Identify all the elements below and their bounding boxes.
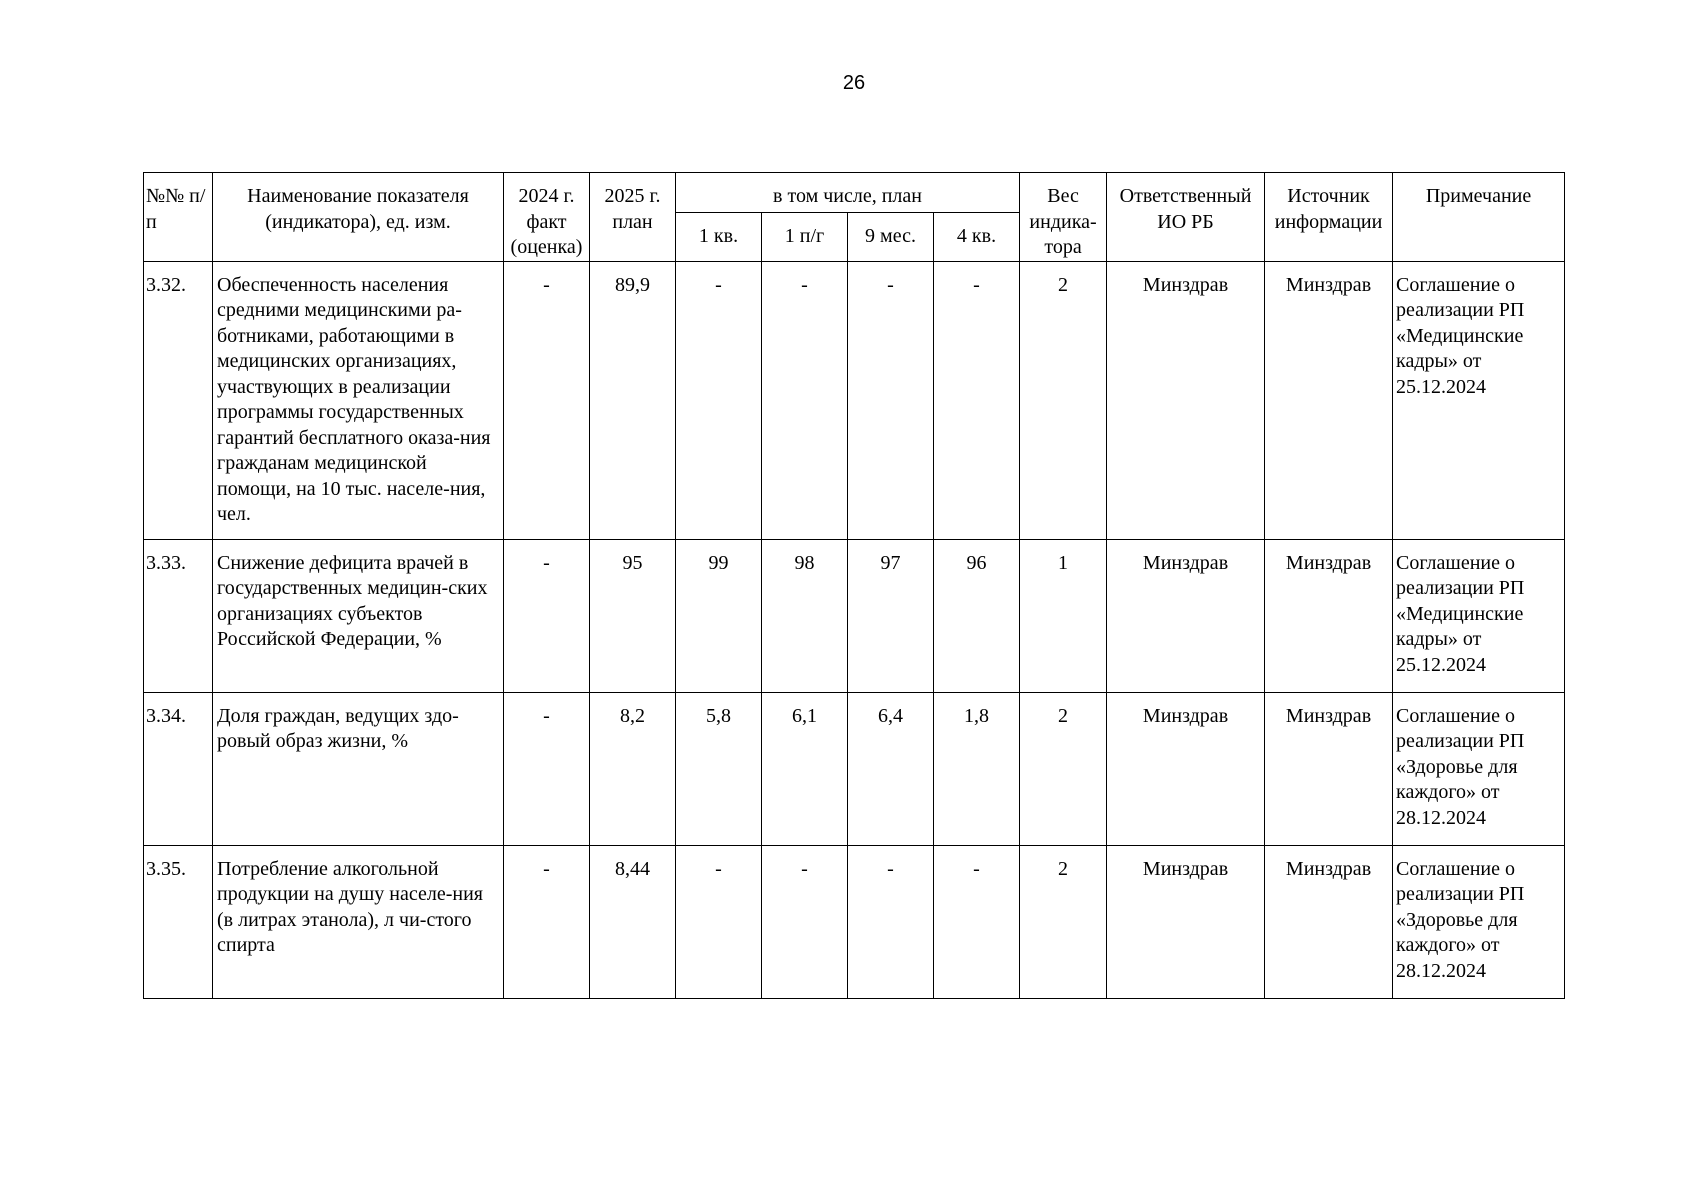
row-plan-2025: 8,2 — [590, 692, 676, 845]
row-num: 3.33. — [144, 539, 213, 692]
row-h1: 98 — [762, 539, 848, 692]
row-weight: 2 — [1020, 692, 1107, 845]
header-q4: 4 кв. — [934, 212, 1020, 261]
row-q1: 99 — [676, 539, 762, 692]
row-note: Соглашение о реализации РП «Здоровье для каждого» от 28.12.2024 — [1393, 845, 1565, 998]
row-9m: - — [848, 261, 934, 539]
header-responsible: Ответственный ИО РБ — [1107, 173, 1265, 262]
row-9m: - — [848, 845, 934, 998]
row-weight: 2 — [1020, 845, 1107, 998]
header-plan-2025: 2025 г. план — [590, 173, 676, 262]
row-q4: 96 — [934, 539, 1020, 692]
row-q1: - — [676, 261, 762, 539]
row-fact-2024: - — [504, 539, 590, 692]
row-q4: - — [934, 261, 1020, 539]
row-fact-2024: - — [504, 261, 590, 539]
header-9m: 9 мес. — [848, 212, 934, 261]
row-9m: 6,4 — [848, 692, 934, 845]
table-row — [144, 692, 1565, 845]
row-name: Снижение дефицита врачей в государственных медицин-ских организациях субъектов Российской Федерации, % — [213, 539, 504, 692]
row-num: 3.35. — [144, 845, 213, 998]
row-weight: 2 — [1020, 261, 1107, 539]
row-responsible: Минздрав — [1107, 261, 1265, 539]
page-number: 26 — [842, 72, 866, 94]
table-row — [144, 261, 1565, 539]
row-responsible: Минздрав — [1107, 539, 1265, 692]
row-q1: 5,8 — [676, 692, 762, 845]
row-name: Обеспеченность населения средними медицинскими ра-ботниками, работающими в медицинских организациях, участвующих в реализации программы государственных гарантий бесплатного оказа-ния гражданам медицинской помощи, на 10 тыс. населе-ния, чел. — [213, 261, 504, 539]
row-num: 3.34. — [144, 692, 213, 845]
row-responsible: Минздрав — [1107, 692, 1265, 845]
row-note: Соглашение о реализации РП «Медицинские кадры» от 25.12.2024 — [1393, 539, 1565, 692]
row-weight: 1 — [1020, 539, 1107, 692]
table-row — [144, 539, 1565, 692]
row-9m: 97 — [848, 539, 934, 692]
row-q4: - — [934, 845, 1020, 998]
row-note: Соглашение о реализации РП «Медицинские кадры» от 25.12.2024 — [1393, 261, 1565, 539]
header-fact-2024: 2024 г. факт (оценка) — [504, 173, 590, 262]
row-num: 3.32. — [144, 261, 213, 539]
row-source: Минздрав — [1265, 692, 1393, 845]
row-h1: 6,1 — [762, 692, 848, 845]
header-weight: Вес индика-тора — [1020, 173, 1107, 262]
row-plan-2025: 89,9 — [590, 261, 676, 539]
row-h1: - — [762, 845, 848, 998]
header-name: Наименование показателя (индикатора), ед. изм. — [213, 173, 504, 262]
header-h1: 1 п/г — [762, 212, 848, 261]
table-body — [144, 261, 1565, 998]
row-name: Доля граждан, ведущих здо-ровый образ жизни, % — [213, 692, 504, 845]
row-name: Потребление алкогольной продукции на душу населе-ния (в литрах этанола), л чи-стого спирта — [213, 845, 504, 998]
row-fact-2024: - — [504, 692, 590, 845]
indicators-table — [143, 172, 1565, 999]
row-source: Минздрав — [1265, 261, 1393, 539]
table-header — [144, 173, 1565, 262]
row-source: Минздрав — [1265, 539, 1393, 692]
row-q1: - — [676, 845, 762, 998]
row-note: Соглашение о реализации РП «Здоровье для каждого» от 28.12.2024 — [1393, 692, 1565, 845]
header-q1: 1 кв. — [676, 212, 762, 261]
header-note: Примечание — [1393, 173, 1565, 262]
row-plan-2025: 95 — [590, 539, 676, 692]
header-num: №№ п/п — [144, 173, 213, 262]
row-plan-2025: 8,44 — [590, 845, 676, 998]
row-responsible: Минздрав — [1107, 845, 1265, 998]
header-source: Источник информации — [1265, 173, 1393, 262]
row-h1: - — [762, 261, 848, 539]
row-fact-2024: - — [504, 845, 590, 998]
row-q4: 1,8 — [934, 692, 1020, 845]
header-incl-plan: в том числе, план — [676, 173, 1020, 213]
table-row — [144, 845, 1565, 998]
row-source: Минздрав — [1265, 845, 1393, 998]
